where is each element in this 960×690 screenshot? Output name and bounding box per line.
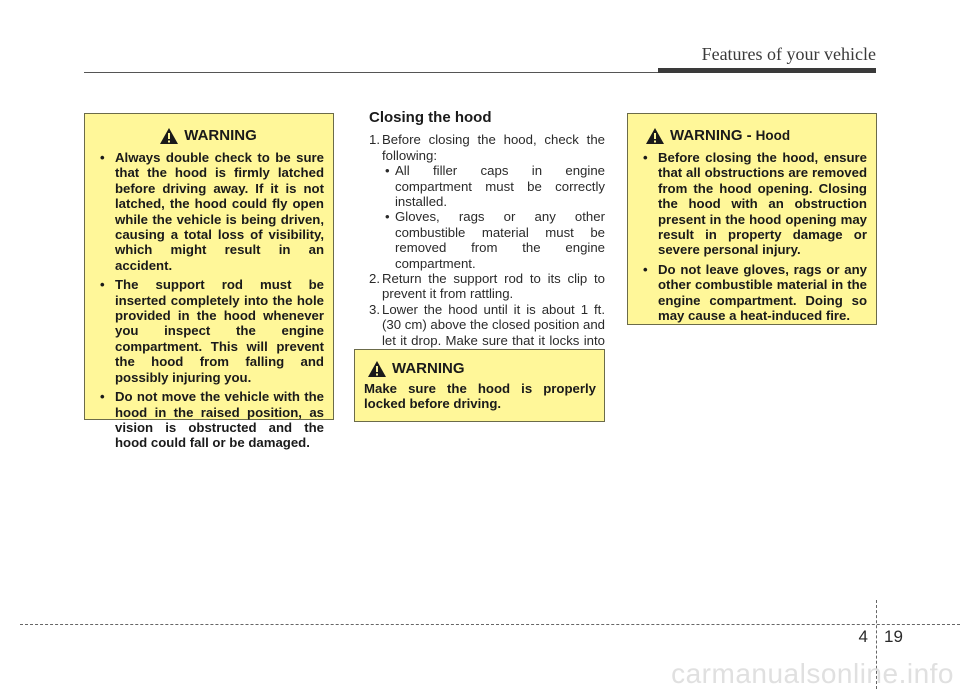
warning-heading <box>636 128 867 144</box>
watermark: carmanualsonline.info <box>671 658 954 689</box>
page-number: 19 <box>884 627 903 646</box>
warning-text: Make sure the hood is properly locked before driving. <box>364 381 596 412</box>
page-header-title: Features of your vehicle <box>701 44 876 64</box>
step-text: Return the support rod to its clip to prevent it from rattling. <box>382 271 605 302</box>
warning-subtitle: Hood <box>755 128 791 144</box>
step-item <box>369 132 605 271</box>
warning-title: WARNING <box>392 360 465 378</box>
warning-heading <box>93 128 324 144</box>
step-text: Before closing the hood, check the following: <box>382 132 605 163</box>
step-number: 3. <box>369 301 380 317</box>
sub-item: • Gloves, rags or any other combustible material must be removed from the engine compartment. <box>382 209 605 271</box>
warning-list <box>93 150 324 451</box>
section-title: Closing the hood <box>369 109 492 126</box>
header-rule-accent <box>658 68 876 73</box>
warning-item: • Do not move the vehicle with the hood in the raised position, as vision is obstructed and the hood could fall or be damaged. <box>93 389 324 451</box>
step-number: 2. <box>369 271 380 287</box>
sub-list <box>382 163 605 271</box>
warning-item: • Do not leave gloves, rags or any other combustible material in the engine compartment. Doing so may cause a heat-induced fire. <box>636 262 867 324</box>
warning-triangle-icon <box>368 361 386 377</box>
warning-item: • Always double check to be sure that the hood is firmly latched before driving away. If it is not latched, the hood could fly open while the vehicle is being driven, causing a total loss of visibility, which might result in an accident. <box>93 150 324 273</box>
chapter-number: 4 <box>858 627 868 646</box>
warning-title: WARNING <box>184 127 257 145</box>
step-number: 1. <box>369 132 380 148</box>
warning-heading <box>364 361 596 377</box>
step-text: Lower the hood until it is about 1 ft. (30 cm) above the closed position and let it drop. Make sure that it locks into <box>382 301 605 348</box>
footer-rule <box>20 624 960 625</box>
sub-item: • All filler caps in engine compartment must be correctly installed. <box>382 163 605 209</box>
step-item <box>369 271 605 302</box>
warning-box-middle <box>354 349 605 422</box>
warning-box-right <box>627 113 877 325</box>
steps-list <box>369 132 605 363</box>
warning-triangle-icon <box>646 128 664 144</box>
closing-hood-section <box>369 110 605 364</box>
warning-box-left <box>84 113 334 451</box>
warning-triangle-icon <box>160 128 178 144</box>
warning-list <box>636 150 867 323</box>
warning-title: WARNING - <box>670 127 752 145</box>
warning-item: • The support rod must be inserted completely into the hole provided in the hood whenever you inspect the engine compartment. This will prevent the hood from falling and possibly injuring you. <box>93 277 324 385</box>
warning-item: • Before closing the hood, ensure that all obstructions are removed from the hood opening. Closing the hood with an obstruction present in the hood opening may result in property damage or severe personal injury. <box>636 150 867 258</box>
